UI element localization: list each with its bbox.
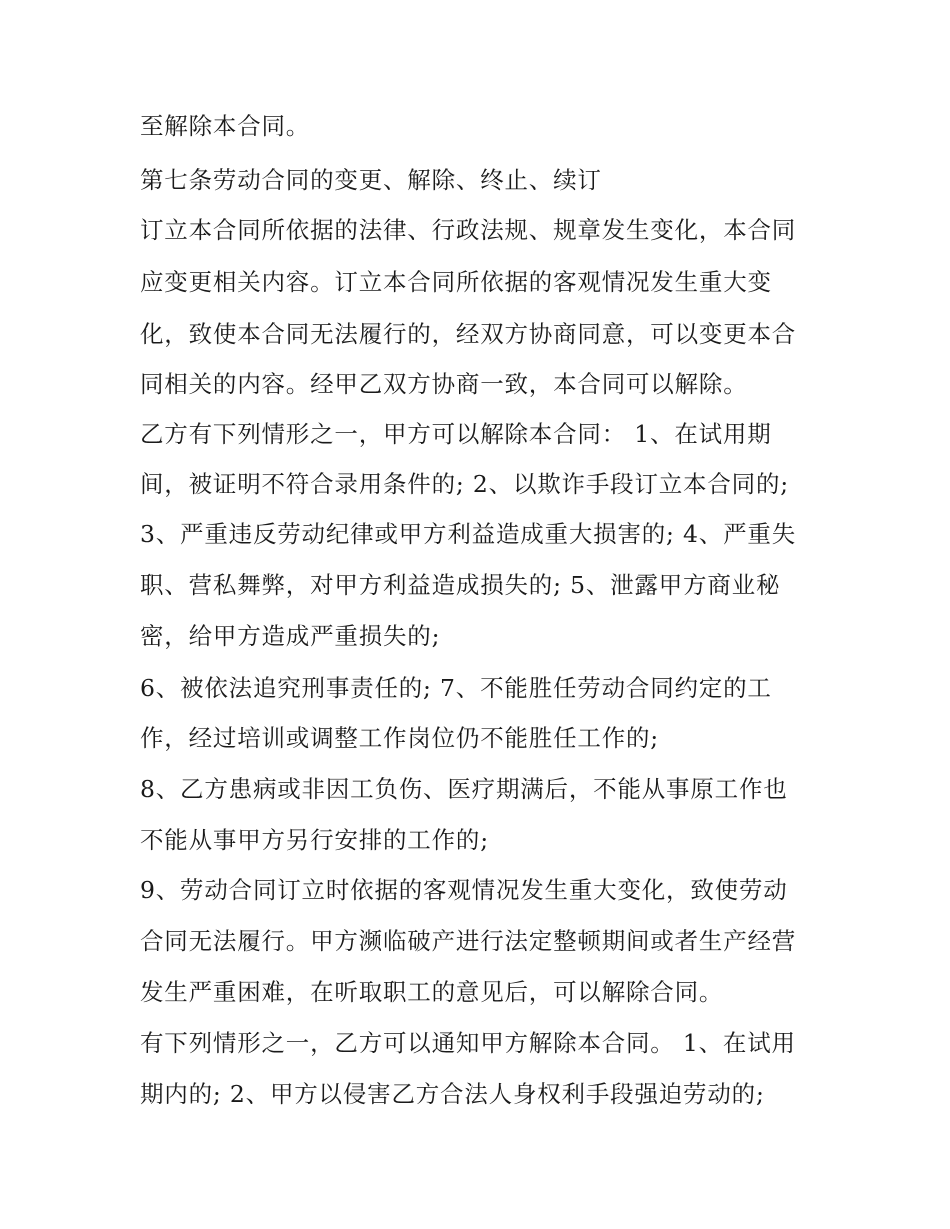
- text-line: 化，致使本合同无法履行的，经双方协商同意，可以变更本合: [140, 320, 797, 348]
- text-line: 有下列情形之一，乙方可以通知甲方解除本合同。 1、在试用: [140, 1029, 796, 1057]
- text-line: 间，被证明不符合录用条件的; 2、以欺诈手段订立本合同的;: [140, 470, 789, 498]
- text-line: 8、乙方患病或非因工负伤、医疗期满后，不能从事原工作也: [140, 775, 788, 803]
- text-line: 不能从事甲方另行安排的工作的;: [140, 826, 489, 854]
- text-line: 作，经过培训或调整工作岗位仍不能胜任工作的;: [140, 724, 660, 752]
- text-line: 密，给甲方造成严重损失的;: [140, 622, 441, 650]
- text-line: 至解除本合同。: [140, 112, 311, 140]
- text-line: 6、被依法追究刑事责任的; 7、不能胜任劳动合同约定的工: [140, 674, 772, 702]
- text-line: 职、营私舞弊，对甲方利益造成损失的; 5、泄露甲方商业秘: [140, 571, 781, 599]
- text-line: 9、劳动合同订立时依据的客观情况发生重大变化，致使劳动: [140, 876, 788, 904]
- text-line: 应变更相关内容。订立本合同所依据的客观情况发生重大变: [140, 268, 772, 296]
- section-heading: 第七条劳动合同的变更、解除、终止、续订: [140, 166, 602, 194]
- text-line: 期内的; 2、甲方以侵害乙方合法人身权利手段强迫劳动的;: [140, 1080, 765, 1108]
- text-line: 订立本合同所依据的法律、行政法规、规章发生变化，本合同: [140, 216, 797, 244]
- text-line: 乙方有下列情形之一，甲方可以解除本合同： 1、在试用期: [140, 420, 772, 448]
- text-line: 合同无法履行。甲方濒临破产进行法定整顿期间或者生产经营: [140, 927, 797, 955]
- text-line: 同相关的内容。经甲乙双方协商一致，本合同可以解除。: [140, 370, 748, 398]
- text-line: 3、严重违反劳动纪律或甲方利益造成重大损害的; 4、严重失: [140, 520, 796, 548]
- text-line: 发生严重困难，在听取职工的意见后，可以解除合同。: [140, 978, 724, 1006]
